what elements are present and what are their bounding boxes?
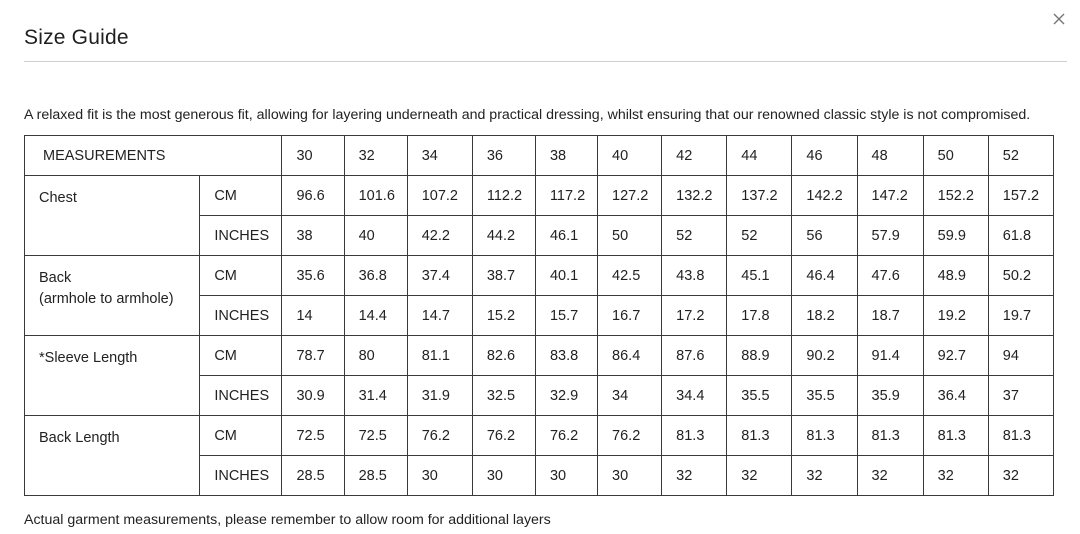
value-cell: 96.6 xyxy=(282,176,344,216)
value-cell: 132.2 xyxy=(662,176,727,216)
unit-cell: INCHES xyxy=(200,296,282,336)
value-cell: 32 xyxy=(727,456,792,496)
value-cell: 17.8 xyxy=(727,296,792,336)
unit-cell: INCHES xyxy=(200,456,282,496)
value-cell: 32.5 xyxy=(472,376,535,416)
size-header: 38 xyxy=(535,136,597,176)
value-cell: 14.7 xyxy=(407,296,472,336)
value-cell: 35.5 xyxy=(792,376,857,416)
value-cell: 101.6 xyxy=(344,176,407,216)
value-cell: 18.2 xyxy=(792,296,857,336)
value-cell: 45.1 xyxy=(727,256,792,296)
measurement-name: Chest xyxy=(39,190,77,206)
value-cell: 30 xyxy=(472,456,535,496)
value-cell: 35.9 xyxy=(857,376,923,416)
measurement-label xyxy=(25,256,200,336)
value-cell: 38 xyxy=(282,216,344,256)
size-header: 50 xyxy=(923,136,988,176)
value-cell: 82.6 xyxy=(472,336,535,376)
value-cell: 81.3 xyxy=(727,416,792,456)
value-cell: 52 xyxy=(662,216,727,256)
value-cell: 61.8 xyxy=(988,216,1053,256)
measurement-name: *Sleeve Length xyxy=(39,350,138,366)
size-table xyxy=(24,135,1054,496)
value-cell: 72.5 xyxy=(282,416,344,456)
value-cell: 32 xyxy=(988,456,1053,496)
value-cell: 14.4 xyxy=(344,296,407,336)
value-cell: 38.7 xyxy=(472,256,535,296)
value-cell: 30 xyxy=(407,456,472,496)
value-cell: 32.9 xyxy=(535,376,597,416)
size-header: 44 xyxy=(727,136,792,176)
value-cell: 81.3 xyxy=(988,416,1053,456)
size-header: 34 xyxy=(407,136,472,176)
value-cell: 35.5 xyxy=(727,376,792,416)
size-header: 46 xyxy=(792,136,857,176)
value-cell: 31.9 xyxy=(407,376,472,416)
value-cell: 19.7 xyxy=(988,296,1053,336)
measurement-name: Back xyxy=(39,270,72,286)
value-cell: 112.2 xyxy=(472,176,535,216)
value-cell: 30.9 xyxy=(282,376,344,416)
value-cell: 86.4 xyxy=(598,336,662,376)
value-cell: 76.2 xyxy=(598,416,662,456)
value-cell: 91.4 xyxy=(857,336,923,376)
value-cell: 81.3 xyxy=(792,416,857,456)
size-header: 40 xyxy=(598,136,662,176)
value-cell: 43.8 xyxy=(662,256,727,296)
value-cell: 72.5 xyxy=(344,416,407,456)
value-cell: 40 xyxy=(344,216,407,256)
value-cell: 81.3 xyxy=(923,416,988,456)
unit-cell: CM xyxy=(200,176,282,216)
value-cell: 42.2 xyxy=(407,216,472,256)
fit-description: A relaxed fit is the most generous fit, allowing for layering underneath and practical dressing, whilst ensuring that our renowned classic style is not compromised. xyxy=(24,107,1031,123)
value-cell: 50 xyxy=(598,216,662,256)
value-cell: 37.4 xyxy=(407,256,472,296)
value-cell: 30 xyxy=(598,456,662,496)
value-cell: 36.8 xyxy=(344,256,407,296)
size-header: 32 xyxy=(344,136,407,176)
value-cell: 44.2 xyxy=(472,216,535,256)
value-cell: 59.9 xyxy=(923,216,988,256)
value-cell: 32 xyxy=(857,456,923,496)
value-cell: 50.2 xyxy=(988,256,1053,296)
value-cell: 47.6 xyxy=(857,256,923,296)
title-divider xyxy=(24,61,1067,62)
unit-cell: CM xyxy=(200,336,282,376)
close-icon xyxy=(1050,10,1068,28)
value-cell: 19.2 xyxy=(923,296,988,336)
value-cell: 81.3 xyxy=(662,416,727,456)
value-cell: 107.2 xyxy=(407,176,472,216)
measurement-sublabel: (armhole to armhole) xyxy=(39,291,174,307)
value-cell: 32 xyxy=(923,456,988,496)
measurements-header: MEASUREMENTS xyxy=(25,136,282,176)
value-cell: 15.2 xyxy=(472,296,535,336)
value-cell: 30 xyxy=(535,456,597,496)
value-cell: 15.7 xyxy=(535,296,597,336)
value-cell: 56 xyxy=(792,216,857,256)
value-cell: 37 xyxy=(988,376,1053,416)
value-cell: 147.2 xyxy=(857,176,923,216)
value-cell: 35.6 xyxy=(282,256,344,296)
value-cell: 92.7 xyxy=(923,336,988,376)
value-cell: 46.1 xyxy=(535,216,597,256)
value-cell: 88.9 xyxy=(727,336,792,376)
dialog-title: Size Guide xyxy=(24,26,129,49)
size-header: 36 xyxy=(472,136,535,176)
value-cell: 36.4 xyxy=(923,376,988,416)
size-header: 42 xyxy=(662,136,727,176)
value-cell: 48.9 xyxy=(923,256,988,296)
value-cell: 17.2 xyxy=(662,296,727,336)
value-cell: 90.2 xyxy=(792,336,857,376)
size-header: 52 xyxy=(988,136,1053,176)
value-cell: 83.8 xyxy=(535,336,597,376)
unit-cell: INCHES xyxy=(200,376,282,416)
value-cell: 34 xyxy=(598,376,662,416)
value-cell: 81.1 xyxy=(407,336,472,376)
value-cell: 157.2 xyxy=(988,176,1053,216)
unit-cell: INCHES xyxy=(200,216,282,256)
size-header: 48 xyxy=(857,136,923,176)
size-header: 30 xyxy=(282,136,344,176)
value-cell: 127.2 xyxy=(598,176,662,216)
value-cell: 32 xyxy=(662,456,727,496)
measurement-label xyxy=(25,336,200,416)
value-cell: 32 xyxy=(792,456,857,496)
table-row xyxy=(25,336,1054,376)
value-cell: 87.6 xyxy=(662,336,727,376)
table-row xyxy=(25,416,1054,456)
measurement-label xyxy=(25,176,200,256)
value-cell: 46.4 xyxy=(792,256,857,296)
measurement-name: Back Length xyxy=(39,430,120,446)
value-cell: 18.7 xyxy=(857,296,923,336)
value-cell: 137.2 xyxy=(727,176,792,216)
value-cell: 117.2 xyxy=(535,176,597,216)
value-cell: 28.5 xyxy=(282,456,344,496)
table-header-row xyxy=(25,136,1054,176)
value-cell: 76.2 xyxy=(407,416,472,456)
measurement-note: Actual garment measurements, please remember to allow room for additional layers xyxy=(24,512,551,528)
measurement-label xyxy=(25,416,200,496)
table-row xyxy=(25,176,1054,216)
value-cell: 52 xyxy=(727,216,792,256)
value-cell: 34.4 xyxy=(662,376,727,416)
unit-cell: CM xyxy=(200,256,282,296)
value-cell: 40.1 xyxy=(535,256,597,296)
value-cell: 16.7 xyxy=(598,296,662,336)
value-cell: 152.2 xyxy=(923,176,988,216)
value-cell: 81.3 xyxy=(857,416,923,456)
value-cell: 42.5 xyxy=(598,256,662,296)
value-cell: 78.7 xyxy=(282,336,344,376)
unit-cell: CM xyxy=(200,416,282,456)
value-cell: 76.2 xyxy=(472,416,535,456)
value-cell: 31.4 xyxy=(344,376,407,416)
value-cell: 142.2 xyxy=(792,176,857,216)
table-row xyxy=(25,256,1054,296)
value-cell: 76.2 xyxy=(535,416,597,456)
value-cell: 94 xyxy=(988,336,1053,376)
close-button[interactable] xyxy=(1050,10,1068,28)
value-cell: 14 xyxy=(282,296,344,336)
value-cell: 28.5 xyxy=(344,456,407,496)
value-cell: 80 xyxy=(344,336,407,376)
value-cell: 57.9 xyxy=(857,216,923,256)
